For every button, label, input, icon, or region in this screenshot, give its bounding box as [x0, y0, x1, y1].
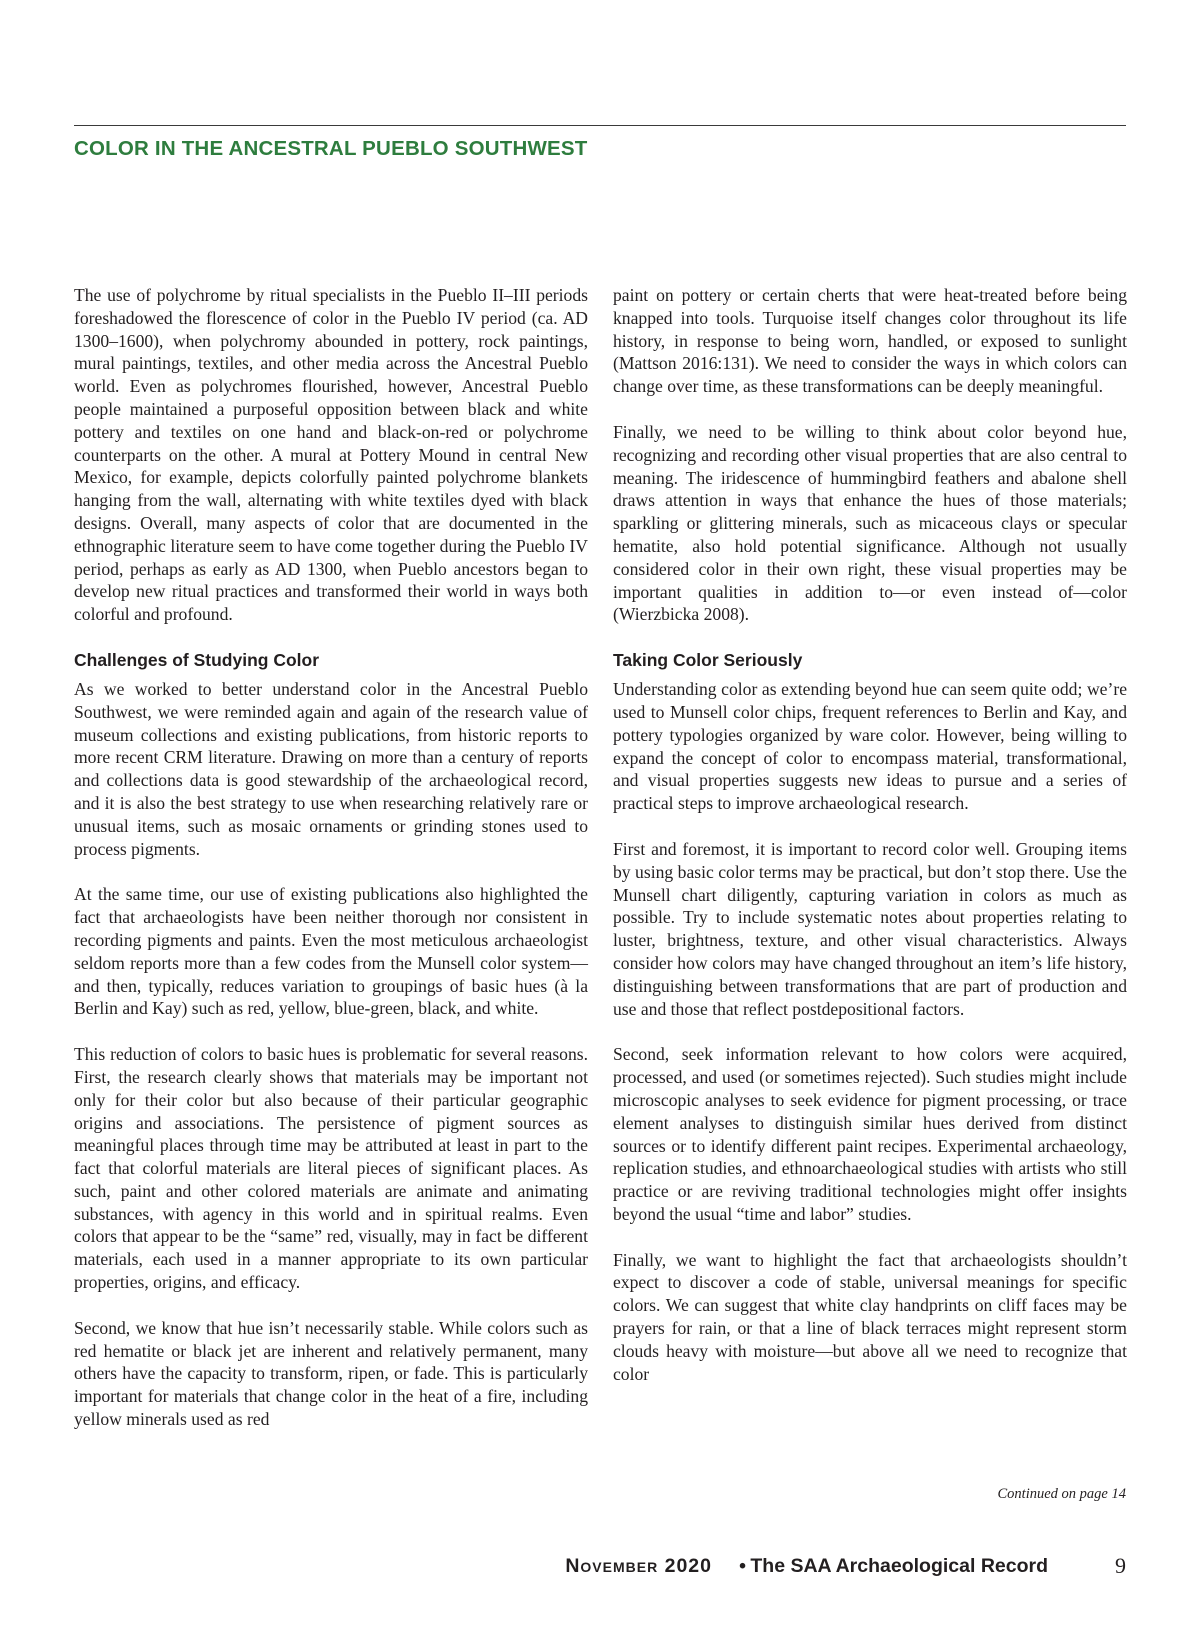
- intro-paragraph: The use of polychrome by ritual specialists in the Pueblo II–III periods foreshadowed the florescence of color in the Pueblo IV period (ca. AD 1300–1600), when polychromy abounded in pottery, rock paintings, mural paintings, textiles, and other media across the Ancestral Pueblo world. Even as polychromes flourished, however, Ancestral Pueblo people maintained a purposeful opposition between black and white pottery and textiles on one hand and black-on-red or polychrome counterparts on the other. A mural at Pottery Mound in central New Mexico, for example, depicts colorfully painted polychrome blankets hanging from the wall, alternating with white textiles dyed with black designs. Overall, many aspects of color that are documented in the ethnographic literature seem to have come together during the Pueblo IV period, perhaps as early as AD 1300, when Pueblo ancestors began to develop new ritual practices and transformed their world in ways both colorful and profound.: [74, 285, 588, 625]
- body-paragraph: paint on pottery or certain cherts that were heat-treated before being knapped into tools. Turquoise itself changes color throughout its life history, in response to being worn, handled, or exposed to sunlight (Mattson 2016:131). We need to consider the ways in which colors can change over time, as these transformations can be deeply meaningful.: [613, 285, 1127, 397]
- body-paragraph: Finally, we want to highlight the fact that archaeologists shouldn’t expect to discover a code of stable, universal meanings for specific colors. We can suggest that white clay handprints on cliff faces may be prayers for rain, or that a line of black terraces might represent storm clouds heavy with moisture—but above all we need to recognize that color: [613, 1249, 1127, 1384]
- header-rule: [74, 125, 1126, 126]
- left-column: [74, 284, 588, 1454]
- body-paragraph: First and foremost, it is important to record color well. Grouping items by using basic color terms may be practical, but don’t stop there. Use the Munsell chart diligently, capturing variation in colors as much as possible. Try to include systematic notes about properties relating to luster, brightness, texture, and other visual characteristics. Always consider how colors may have changed throughout an item’s life history, distinguishing between transformations that are part of production and use and those that reflect postdepositional factors.: [613, 838, 1127, 1019]
- right-column: [613, 284, 1127, 1408]
- footer-journal-title: The SAA Archaeological Record: [750, 1555, 1048, 1577]
- heading-challenges: Challenges of Studying Color: [74, 649, 320, 670]
- body-paragraph: Understanding color as extending beyond hue can seem quite odd; we’re used to Munsell color chips, frequent references to Berlin and Kay, and pottery typologies organized by ware color. However, being willing to expand the concept of color to encompass material, transformational, and visual properties suggests new ideas to pursue and a series of practical steps to improve archaeological research.: [613, 679, 1127, 814]
- page-number: 9: [1115, 1553, 1126, 1578]
- footer-issue-date: November 2020: [565, 1555, 712, 1577]
- body-paragraph: At the same time, our use of existing publications also highlighted the fact that archaeologists have been neither thorough nor consistent in recording pigments and paints. Even the most meticulous archaeologist seldom reports more than a few codes from the Munsell color system—and then, typically, reduces variation to groupings of basic hues (à la Berlin and Kay) such as red, yellow, blue-green, black, and white.: [74, 884, 588, 1019]
- body-paragraph: Second, we know that hue isn’t necessarily stable. While colors such as red hematite or black jet are inherent and relatively permanent, many others have the capacity to transform, ripen, or fade. This is particularly important for materials that change color in the heat of a fire, including yellow minerals used as red: [74, 1317, 588, 1430]
- section-title: COLOR IN THE ANCESTRAL PUEBLO SOUTHWEST: [74, 137, 588, 160]
- body-paragraph: Second, seek information relevant to how colors were acquired, processed, and used (or sometimes rejected). Such studies might include microscopic analyses to seek evidence for pigment processing, or trace element analyses to distinguish similar hues derived from distinct sources or to identify different paint recipes. Experimental archaeology, replication studies, and ethnoarchaeological studies with artists who still practice or are reviving traditional technologies might offer insights beyond the usual “time and labor” studies.: [613, 1044, 1127, 1224]
- body-paragraph: As we worked to better understand color in the Ancestral Pueblo Southwest, we were reminded again and again of the research value of museum collections and existing publications, from historic reports to more recent CRM literature. Drawing on more than a century of reports and collections data is good stewardship of the archaeological record, and it is also the best strategy to use when researching relatively rare or unusual items, such as mosaic ornaments or grinding stones used to process pigments.: [74, 678, 588, 859]
- body-paragraph: This reduction of colors to basic hues is problematic for several reasons. First, the research clearly shows that materials may be important not only for their color but also because of their particular geographic origins and associations. The persistence of pigment sources as meaningful places through time may be attributed at least in part to the fact that colorful materials are literal pieces of significant places. As such, paint and other colored materials are animate and animating substances, with agency in this world and in spiritual realms. Even colors that appear to be the “same” red, visually, may in fact be different materials, each used in a manner appropriate to its own particular properties, origins, and efficacy.: [74, 1044, 588, 1293]
- page-footer: [0, 1549, 1200, 1589]
- body-paragraph: Finally, we need to be willing to think about color beyond hue, recognizing and recording other visual properties that are also central to meaning. The iridescence of hummingbird feathers and abalone shell draws attention in ways that enhance the hues of those materials; sparkling or glittering minerals, such as micaceous clays or specular hematite, also hold potential significance. Although not usually considered color in their own right, these visual properties may be important qualities in addition to—or even instead of—color (Wierzbicka 2008).: [613, 421, 1127, 625]
- footer-bullet: •: [739, 1555, 746, 1577]
- heading-taking-color-seriously: Taking Color Seriously: [613, 650, 803, 671]
- continued-note: Continued on page 14: [997, 1486, 1126, 1502]
